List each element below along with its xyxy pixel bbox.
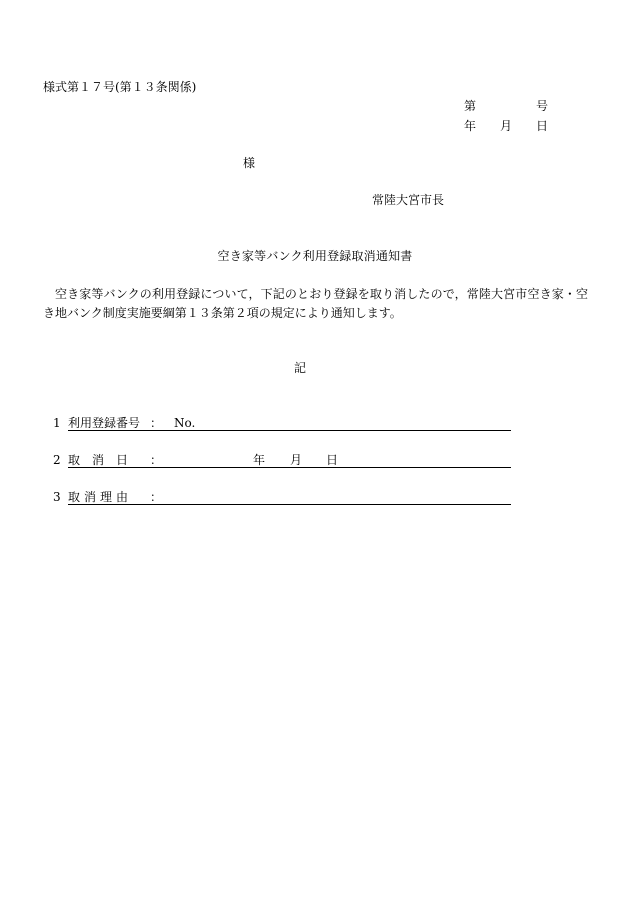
item-cancellation-date [53,453,511,468]
item-number: 2 [53,453,61,467]
document-title: 空き家等バンク利用登録取消通知書 [217,249,413,263]
item-colon: ： [150,453,163,467]
item-label: 取消日 [68,453,141,467]
issue-date-year: 年 [464,119,477,133]
underline [68,430,511,431]
cancellation-date-day: 日 [326,453,339,467]
addressee-honorific: 様 [243,156,256,170]
item-number: 1 [53,416,61,430]
item-label: 利用登録番号 [68,416,141,430]
item-label: 取消理由 [68,490,133,504]
underline [68,467,511,468]
item-number: 3 [53,490,61,504]
issue-date-month: 月 [500,119,513,133]
document-number-label: 第 [464,99,477,113]
document-body: 空き家等バンクの利用登録について，下記のとおり登録を取り消したので，常陸大宮市空き家・空き地バンク制度実施要綱第１３条第２項の規定により通知します。 [43,287,588,320]
item-colon: ： [150,416,163,430]
document-number-suffix: 号 [536,99,549,113]
cancellation-date-year: 年 [253,453,266,467]
registration-number-value: No. [174,416,196,430]
ki-heading: 記 [293,361,306,375]
underline [68,504,511,505]
item-colon: ： [150,490,163,504]
form-number: 様式第１７号(第１３条関係) [43,80,197,94]
item-cancellation-reason [53,490,511,505]
item-registration-number [53,416,511,431]
cancellation-date-month: 月 [290,453,303,467]
issue-date-day: 日 [536,119,549,133]
issuer-name: 常陸大宮市長 [372,193,445,207]
